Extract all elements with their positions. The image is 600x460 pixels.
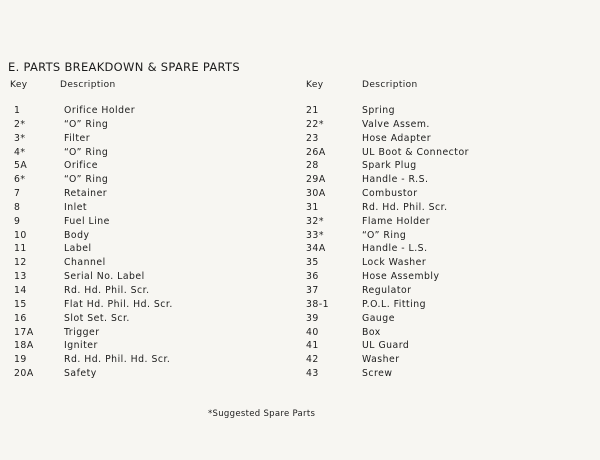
parts-row xyxy=(306,188,469,202)
part-key: 16 xyxy=(14,312,27,324)
parts-row xyxy=(10,368,173,382)
part-description: Spring xyxy=(362,105,396,116)
part-description: Body xyxy=(64,229,90,241)
part-description: Flame Holder xyxy=(362,215,431,227)
description-header: Description xyxy=(60,80,116,90)
part-description: “O” Ring xyxy=(64,118,109,130)
part-description: Regulator xyxy=(362,284,412,296)
parts-rows-left xyxy=(10,105,173,382)
part-key: 32* xyxy=(306,215,324,227)
part-description: Inlet xyxy=(64,201,88,213)
parts-row xyxy=(306,133,469,147)
part-key: 20A xyxy=(14,368,34,380)
part-description: UL Boot & Connector xyxy=(362,146,469,158)
part-description: UL Guard xyxy=(362,340,410,352)
part-key: 36 xyxy=(306,271,319,283)
footnote: *Suggested Spare Parts xyxy=(208,409,316,419)
part-description: Trigger xyxy=(64,326,100,338)
part-description: Safety xyxy=(64,368,97,380)
parts-row xyxy=(10,160,173,174)
part-key: 4* xyxy=(14,146,26,158)
parts-column-left xyxy=(10,80,173,382)
part-key: 1 xyxy=(14,105,21,116)
part-key: 37 xyxy=(306,284,319,296)
parts-row xyxy=(306,340,469,354)
part-key: 6* xyxy=(14,174,26,186)
parts-row xyxy=(10,147,173,161)
part-key: 23 xyxy=(306,132,319,144)
part-key: 28 xyxy=(306,160,319,172)
key-header: Key xyxy=(306,80,324,90)
part-description: Hose Assembly xyxy=(362,271,440,283)
parts-row xyxy=(10,299,173,313)
parts-row xyxy=(306,243,469,257)
part-key: 14 xyxy=(14,284,27,296)
parts-row xyxy=(306,299,469,313)
parts-row xyxy=(10,327,173,341)
parts-row xyxy=(306,271,469,285)
parts-row xyxy=(306,313,469,327)
parts-row xyxy=(10,243,173,257)
part-key: 17A xyxy=(14,326,34,338)
part-description: Label xyxy=(64,243,92,255)
parts-row xyxy=(10,216,173,230)
section-title: E. PARTS BREAKDOWN & SPARE PARTS xyxy=(8,60,240,74)
parts-row xyxy=(10,174,173,188)
part-description: Lock Washer xyxy=(362,257,427,269)
part-key: 43 xyxy=(306,368,319,380)
part-description: Serial No. Label xyxy=(64,271,145,283)
part-key: 41 xyxy=(306,340,319,352)
part-key: 13 xyxy=(14,271,27,283)
parts-row xyxy=(10,133,173,147)
part-description: Retainer xyxy=(64,188,108,200)
column-header xyxy=(306,80,469,96)
part-description: Handle - L.S. xyxy=(362,243,428,255)
part-key: 31 xyxy=(306,201,319,213)
part-key: 5A xyxy=(14,160,28,172)
part-description: Slot Set. Scr. xyxy=(64,312,130,324)
part-key: 7 xyxy=(14,188,21,200)
part-description: Valve Assem. xyxy=(362,118,430,130)
part-description: Igniter xyxy=(64,340,98,352)
parts-row xyxy=(306,354,469,368)
parts-row xyxy=(306,202,469,216)
part-description: “O” Ring xyxy=(64,146,109,158)
parts-row xyxy=(306,105,469,119)
part-key: 22* xyxy=(306,118,324,130)
part-key: 9 xyxy=(14,215,21,227)
part-key: 29A xyxy=(306,174,326,186)
part-description: Filter xyxy=(64,132,91,144)
parts-row xyxy=(10,105,173,119)
part-description: Box xyxy=(362,326,381,338)
part-description: Fuel Line xyxy=(64,215,110,227)
part-key: 40 xyxy=(306,326,319,338)
parts-row xyxy=(10,313,173,327)
part-description: Orifice xyxy=(64,160,98,172)
part-key: 34A xyxy=(306,243,326,255)
part-key: 12 xyxy=(14,257,27,269)
part-description: Hose Adapter xyxy=(362,132,432,144)
part-key: 10 xyxy=(14,229,27,241)
part-description: Gauge xyxy=(362,312,395,324)
parts-row xyxy=(306,160,469,174)
parts-row xyxy=(306,216,469,230)
part-description: Rd. Hd. Phil. Scr. xyxy=(362,201,448,213)
part-description: Spark Plug xyxy=(362,160,417,172)
part-description: Combustor xyxy=(362,188,418,200)
part-key: 3* xyxy=(14,132,26,144)
parts-row xyxy=(306,174,469,188)
part-key: 38-1 xyxy=(306,298,330,310)
part-key: 30A xyxy=(306,188,326,200)
part-key: 35 xyxy=(306,257,319,269)
part-description: “O” Ring xyxy=(64,174,109,186)
parts-row xyxy=(10,285,173,299)
part-key: 33* xyxy=(306,229,324,241)
part-key: 39 xyxy=(306,312,319,324)
part-description: “O” Ring xyxy=(362,229,407,241)
parts-row xyxy=(10,354,173,368)
parts-row xyxy=(306,257,469,271)
part-key: 26A xyxy=(306,146,326,158)
parts-row xyxy=(10,188,173,202)
parts-row xyxy=(10,202,173,216)
part-description: Rd. Hd. Phil. Hd. Scr. xyxy=(64,354,171,366)
parts-row xyxy=(306,119,469,133)
parts-row xyxy=(306,285,469,299)
parts-row xyxy=(306,147,469,161)
part-key: 42 xyxy=(306,354,319,366)
part-key: 19 xyxy=(14,354,27,366)
parts-row xyxy=(306,327,469,341)
part-key: 18A xyxy=(14,340,34,352)
part-description: Washer xyxy=(362,354,400,366)
part-description: Screw xyxy=(362,368,393,380)
part-key: 8 xyxy=(14,201,21,213)
key-header: Key xyxy=(10,80,28,90)
part-key: 15 xyxy=(14,298,27,310)
part-description: P.O.L. Fitting xyxy=(362,298,427,310)
parts-row xyxy=(306,368,469,382)
part-key: 11 xyxy=(14,243,27,255)
part-description: Flat Hd. Phil. Hd. Scr. xyxy=(64,298,173,310)
parts-row xyxy=(306,230,469,244)
parts-row xyxy=(10,340,173,354)
part-description: Handle - R.S. xyxy=(362,174,429,186)
parts-row xyxy=(10,230,173,244)
part-key: 2* xyxy=(14,118,26,130)
description-header: Description xyxy=(362,80,418,90)
part-description: Rd. Hd. Phil. Scr. xyxy=(64,284,150,296)
part-description: Channel xyxy=(64,257,106,269)
part-description: Orifice Holder xyxy=(64,105,136,116)
part-key: 21 xyxy=(306,105,319,116)
parts-column-right xyxy=(306,80,469,382)
parts-row xyxy=(10,257,173,271)
parts-row xyxy=(10,119,173,133)
parts-row xyxy=(10,271,173,285)
parts-rows-right xyxy=(306,105,469,382)
column-header xyxy=(10,80,173,96)
